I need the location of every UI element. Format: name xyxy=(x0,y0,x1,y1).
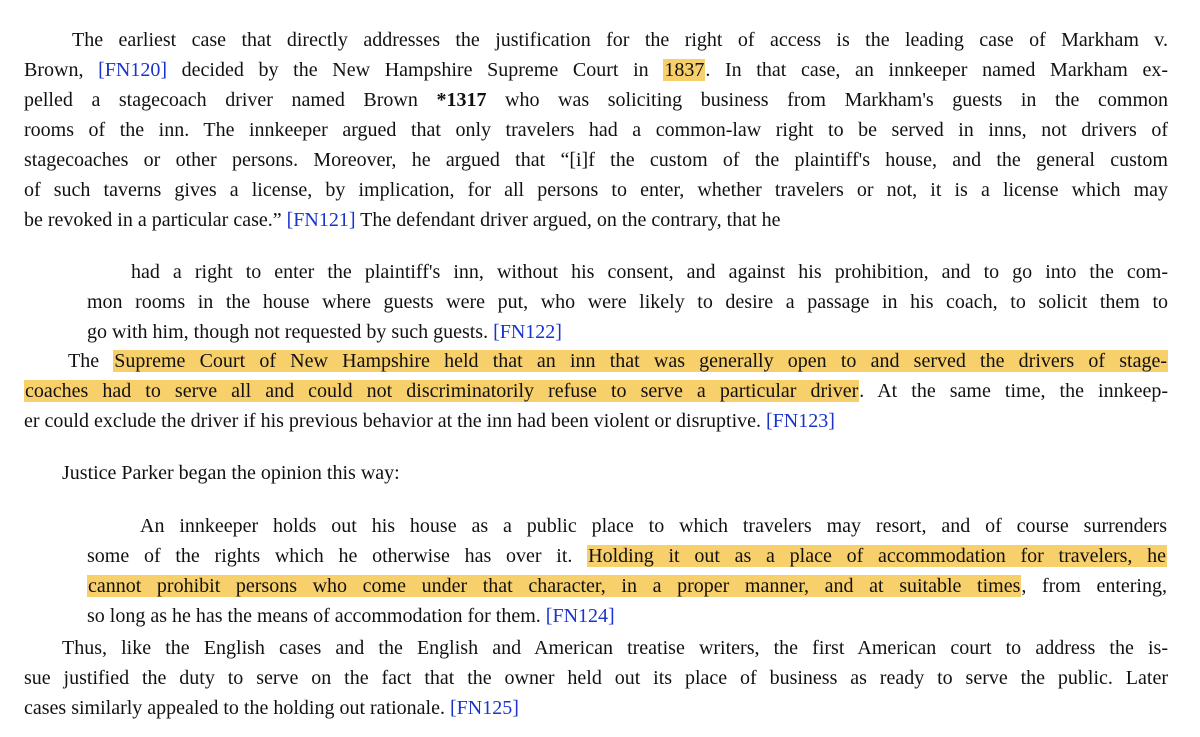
text-line: Brown, [FN120] decided by the New Hampshire Supreme Court in 1837. In that case, an innkeeper named Markham ex- xyxy=(24,59,1168,81)
text-line: The earliest case that directly addresses the justification for the right of access is the leading case of Markham v. xyxy=(72,29,1168,51)
star-page-marker: *1317 xyxy=(436,89,487,111)
highlight-quote: cannot prohibit persons who come under that character, in a proper manner, and at suitable times xyxy=(88,575,1021,597)
text-line: some of the rights which he otherwise has over it. Holding it out as a place of accommodation for travelers, he xyxy=(87,545,1167,567)
text-line: cannot prohibit persons who come under that character, in a proper manner, and at suitable times, from entering, xyxy=(88,575,1167,597)
text-line: sue justified the duty to serve on the fact that the owner held out its place of business as ready to serve the public. Later xyxy=(24,667,1168,689)
text-line: had a right to enter the plaintiff's inn, without his consent, and against his prohibition, and to go into the com- xyxy=(131,261,1168,283)
footnote-link-fn120[interactable]: [FN120] xyxy=(98,59,167,81)
text-line: cases similarly appealed to the holding out rationale. [FN125] xyxy=(24,697,519,719)
text-line: mon rooms in the house where guests were put, who were likely to desire a passage in his coach, to solicit them to xyxy=(87,291,1168,313)
highlight-holding: coaches had to serve all and could not discriminatorily refuse to serve a particular driver xyxy=(25,380,859,402)
text-line: rooms of the inn. The innkeeper argued that only travelers had a common-law right to be served in inns, not drivers of xyxy=(24,119,1168,141)
text-line: stagecoaches or other persons. Moreover, he argued that “[i]f the custom of the plaintiff's house, and the general custom xyxy=(24,149,1168,171)
footnote-link-fn125[interactable]: [FN125] xyxy=(450,697,519,719)
text-line: Thus, like the English cases and the English and American treatise writers, the first American court to address the is- xyxy=(62,637,1168,659)
footnote-link-fn122[interactable]: [FN122] xyxy=(493,321,562,343)
text-line: coaches had to serve all and could not discriminatorily refuse to serve a particular driver. At the same time, the innkeep- xyxy=(25,380,1168,402)
highlight-year: 1837 xyxy=(664,59,705,81)
highlight-holding: Supreme Court of New Hampshire held that an inn that was generally open to and served the drivers of stage- xyxy=(114,350,1168,372)
text-line: go with him, though not requested by such guests. [FN122] xyxy=(87,321,562,343)
footnote-link-fn121[interactable]: [FN121] xyxy=(286,209,356,231)
text-line: be revoked in a particular case.” [FN121] The defendant driver argued, on the contrary, that he xyxy=(24,209,781,231)
text-line: pelled a stagecoach driver named Brown *1317 who was soliciting business from Markham's guests in the common xyxy=(24,89,1168,111)
text-line: so long as he has the means of accommodation for them. [FN124] xyxy=(87,605,615,627)
text-line: of such taverns gives a license, by implication, for all persons to enter, whether travelers or not, it is a license which may xyxy=(24,179,1168,201)
footnote-link-fn123[interactable]: [FN123] xyxy=(766,410,835,432)
text-line: Justice Parker began the opinion this way: xyxy=(62,462,400,484)
text-line: An innkeeper holds out his house as a public place to which travelers may resort, and of course surrenders xyxy=(140,515,1167,537)
text-line: The Supreme Court of New Hampshire held that an inn that was generally open to and served the drivers of stage- xyxy=(68,350,1168,372)
footnote-link-fn124[interactable]: [FN124] xyxy=(545,605,615,627)
highlight-quote: Holding it out as a place of accommodation for travelers, he xyxy=(588,545,1167,567)
text-line: er could exclude the driver if his previous behavior at the inn had been violent or disruptive. [FN123] xyxy=(24,410,835,432)
